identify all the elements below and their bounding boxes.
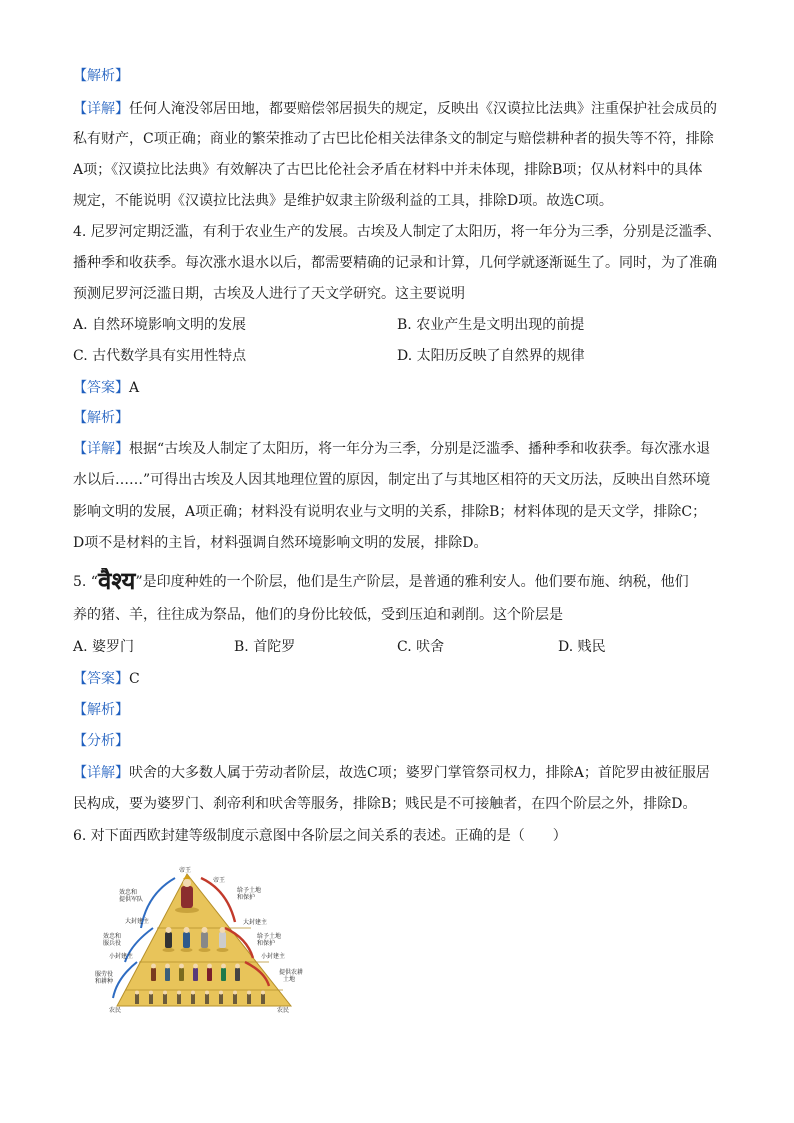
label-peasant-left: 农民	[109, 1007, 122, 1014]
q6-stem: 6. 对下面西欧封建等级制度示意图中各阶层之间关系的表述。正确的是（ ）	[73, 828, 567, 844]
label-big-lord-left: 大封建主	[125, 918, 150, 925]
q5-option-a: A. 婆罗门	[73, 639, 135, 655]
q4-answer	[73, 378, 723, 398]
q4-detail-line: 影响文明的发展，A项正确；材料没有说明农业与文明的关系，排除B；材料体现的是天文学，排除C；	[73, 504, 707, 520]
feudal-hierarchy-figure	[95, 866, 320, 1016]
label-king-right: 帝王	[213, 877, 226, 884]
q5-answer	[73, 669, 723, 689]
q3-detail-line: A项；《汉谟拉比法典》有效解决了古巴比伦社会矛盾在材料中并未体现，排除B项；仅从材料中的具体	[73, 162, 703, 178]
label-left-low-2: 和耕种	[95, 978, 114, 985]
q5-option-d: D. 贱民	[558, 639, 606, 655]
label-king-left: 帝王	[179, 867, 192, 874]
q3-detail-line: 规定，不能说明《汉谟拉比法典》是维护奴隶主阶级利益的工具，排除D项。故选C项。	[73, 193, 613, 209]
q4-option-b: B. 农业产生是文明出现的前提	[397, 317, 585, 333]
label-right-mid-2: 和保护	[257, 940, 276, 947]
q5-fenxi-tag: 【分析】	[73, 733, 129, 749]
q4-detail-tag: 【详解】	[73, 441, 129, 457]
label-left-loyal-2: 提供军队	[119, 896, 144, 903]
q3-detail-tag: 【详解】	[73, 101, 129, 117]
q4-answer-value: A	[129, 380, 140, 396]
q4-stem-line: 播种季和收获季。每次涨水退水以后，都需要精确的记录和计算，几何学就逐渐诞生了。同时，为了准确	[73, 255, 717, 271]
label-small-lord-right: 小封建主	[261, 953, 286, 960]
q4-option-c: C. 古代数学具有实用性特点	[73, 348, 247, 364]
label-right-low-2: 土地	[283, 976, 296, 983]
q4-detail-line: 水以后……”可得出古埃及人因其地理位置的原因，制定出了与其地区相符的天文历法，反映出自然环境	[73, 472, 711, 488]
q5-answer-value: C	[129, 671, 140, 687]
q5-detail-line: 【详解】吠舍的大多数人属于劳动者阶层，故选C项；婆罗门掌管祭司权力，排除A；首陀罗由被征服居	[73, 765, 710, 781]
q3-detail-line: 【详解】任何人淹没邻居田地，都要赔偿邻居损失的规定，反映出《汉谟拉比法典》注重保护社会成员的	[73, 101, 717, 117]
q4-option-d: D. 太阳历反映了自然界的规律	[397, 348, 585, 364]
q4-detail-line: 【详解】根据“古埃及人制定了太阳历，将一年分为三季，分别是泛滥季、播种季和收获季。每次涨水退	[73, 441, 711, 457]
label-right-give-2: 和保护	[237, 894, 256, 901]
vaishya-devanagari-word: वैश्य	[97, 568, 136, 594]
q5-stem-line: 5. “वैश्य”是印度种姓的一个阶层，他们是生产阶层，是普通的雅利安人。他们要布施、纳税，他们	[73, 568, 689, 594]
label-left-mid-2: 服兵役	[103, 940, 122, 947]
q3-detail-line: 私有财产，C项正确；商业的繁荣推动了古巴比伦相关法律条文的制定与赔偿耕种者的损失等不符，排除	[73, 131, 714, 147]
q4-stem-line: 4. 尼罗河定期泛滥，有利于农业生产的发展。古埃及人制定了太阳历，将一年分为三季，分别是泛滥季、	[73, 224, 721, 240]
label-right-give-1: 给予土地	[237, 887, 262, 894]
q5-option-b: B. 首陀罗	[234, 639, 296, 655]
q5-detail-line: 民构成，要为婆罗门、刹帝利和吠舍等服务，排除B；贱民是不可接触者，在四个阶层之外，排除D。	[73, 796, 697, 812]
q4-answer-tag: 【答案】	[73, 380, 129, 396]
label-left-low-1: 服劳役	[95, 971, 114, 978]
label-right-mid-1: 给予土地	[257, 933, 282, 940]
q4-stem-line: 预测尼罗河泛滥日期，古埃及人进行了天文学研究。这主要说明	[73, 286, 465, 302]
q4-detail-line: D项不是材料的主旨，材料强调自然环境影响文明的发展，排除D。	[73, 535, 488, 551]
q4-option-a: A. 自然环境影响文明的发展	[73, 317, 247, 333]
label-right-low-1: 提供农耕	[279, 969, 304, 976]
label-left-mid-1: 效忠和	[103, 933, 122, 940]
label-left-loyal-1: 效忠和	[119, 889, 138, 896]
q5-analysis-tag: 【解析】	[73, 702, 129, 718]
label-big-lord-right: 大封建主	[243, 919, 268, 926]
label-peasant-right: 农民	[277, 1007, 290, 1014]
q3-analysis-tag: 【解析】	[73, 68, 129, 84]
q5-stem-line: 养的猪、羊，往往成为祭品，他们的身份比较低，受到压迫和剥削。这个阶层是	[73, 607, 563, 623]
q5-answer-tag: 【答案】	[73, 671, 129, 687]
q5-detail-tag: 【详解】	[73, 765, 129, 781]
label-small-lord-left: 小封建主	[109, 953, 134, 960]
q4-analysis-tag: 【解析】	[73, 410, 129, 426]
q5-option-c: C. 吠舍	[397, 639, 445, 655]
